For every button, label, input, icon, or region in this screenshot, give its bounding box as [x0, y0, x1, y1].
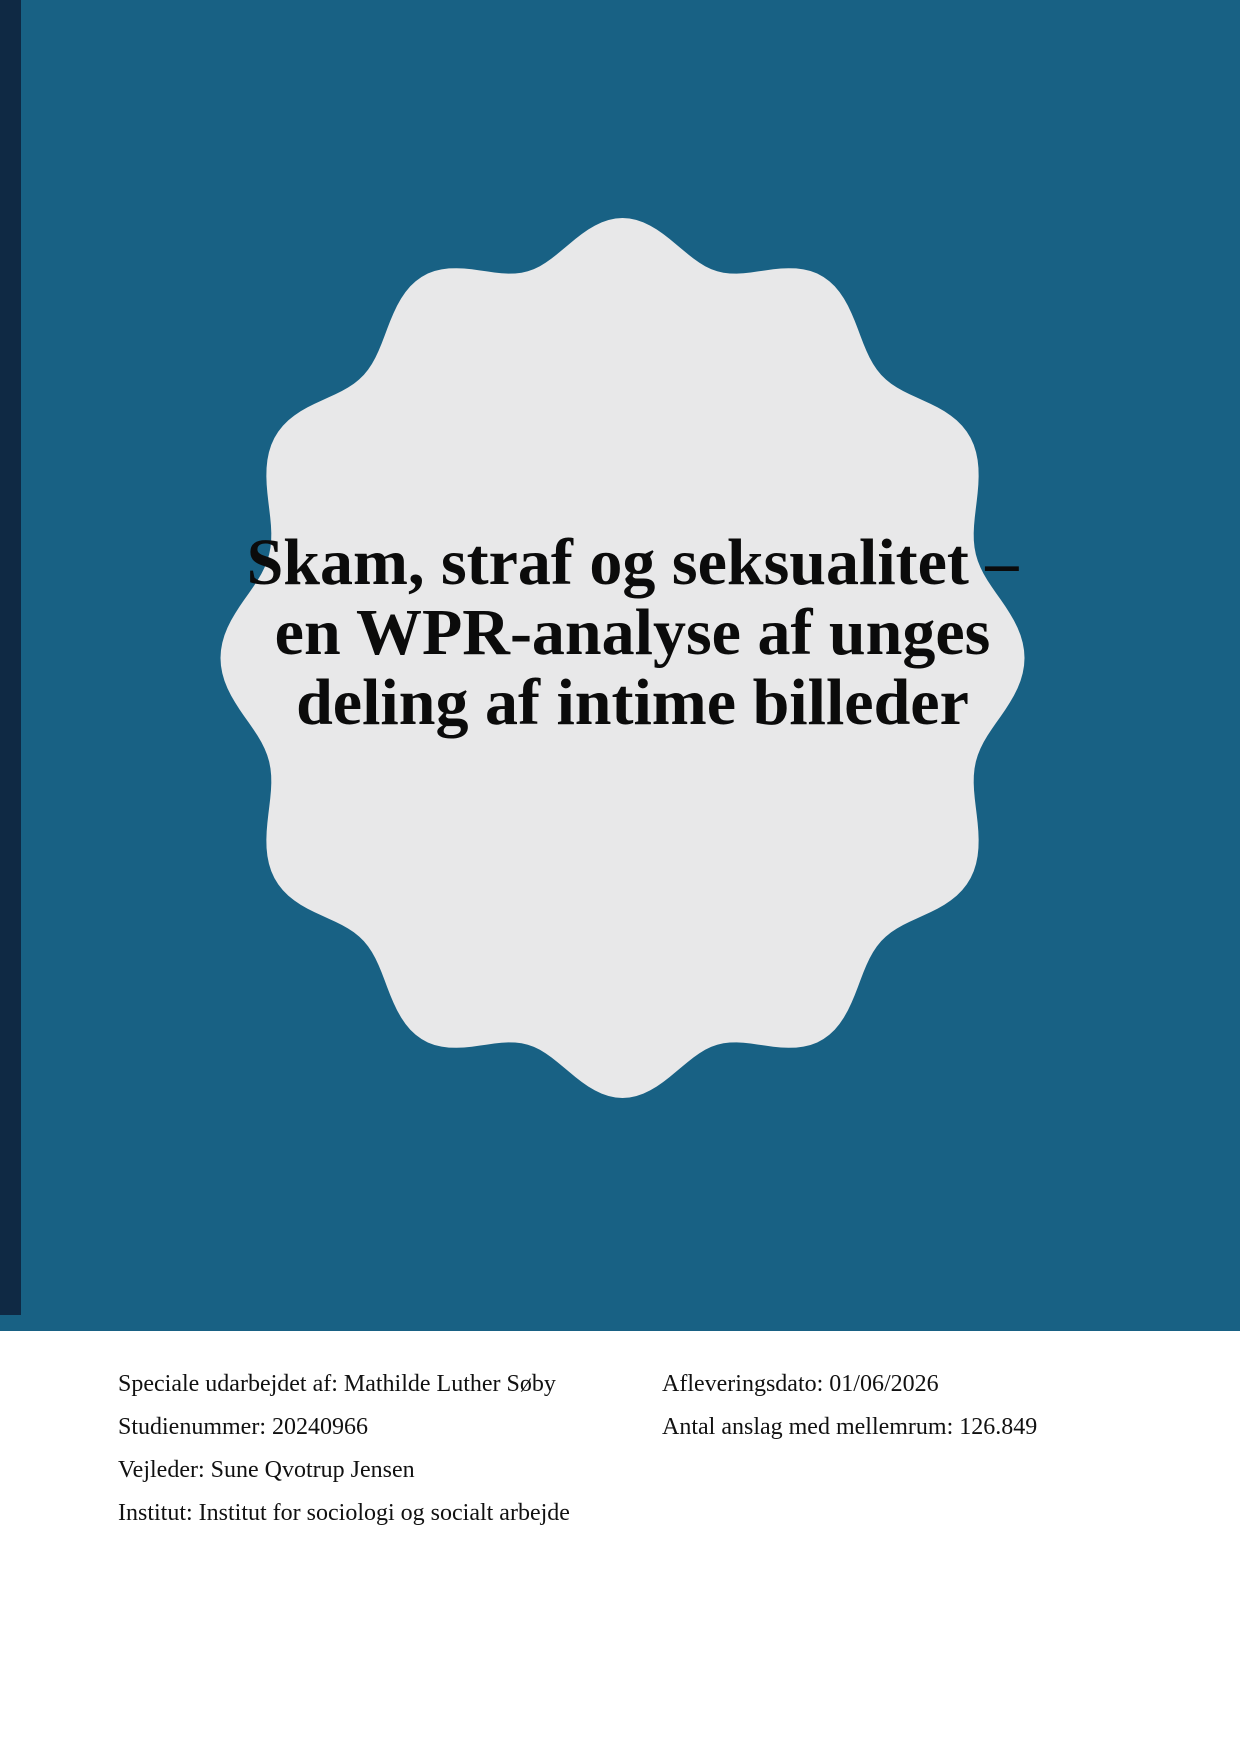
title-line-1: Skam, straf og seksualitet – [246, 526, 1019, 599]
institute-line: Institut: Institut for sociologi og socialt arbejde [118, 1500, 570, 1526]
submission-details [662, 1368, 1037, 1454]
author-details [118, 1368, 570, 1540]
title-line-3: deling af intime billeder [296, 666, 969, 739]
side-stripe [0, 0, 21, 1315]
title-line-2: en WPR-analyse af unges [274, 596, 991, 669]
document-title [220, 528, 1045, 738]
student-number-line: Studienummer: 20240966 [118, 1414, 368, 1440]
character-count-line: Antal anslag med mellemrum: 126.849 [662, 1414, 1038, 1440]
supervisor-line: Vejleder: Sune Qvotrup Jensen [118, 1457, 415, 1483]
submission-date-line: Afleveringsdato: 01/06/2026 [662, 1371, 939, 1397]
author-line: Speciale udarbejdet af: Mathilde Luther Søby [118, 1371, 556, 1397]
